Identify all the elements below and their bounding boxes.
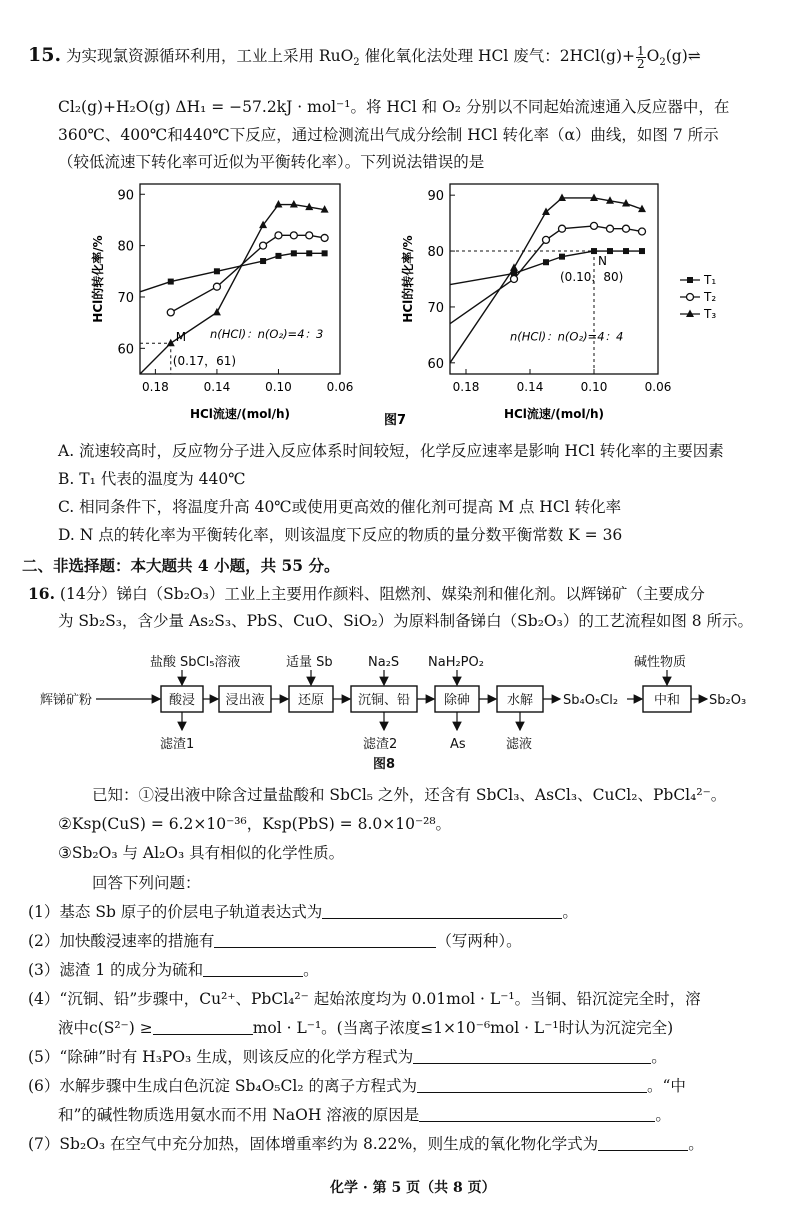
y-tick-label: 80 [427,245,444,261]
box-precipitate-label: 沉铜、铅 [357,693,411,708]
x-tick-label: 0.06 [644,380,672,394]
point-t2 [167,309,174,316]
box-acid-leach-label: 酸浸 [168,693,196,708]
subquestion-7: (7）Sb₂O₃ 在空气中充分加热，固体增重率约为 8.22%，则生成的氧化物化学式为 。 [28,1135,704,1153]
answer-prompt: 回答下列问题： [92,874,201,892]
x-axis-label: HCl流速/(mol/h) [189,407,291,421]
fraction-half: $\frac{1}{2}$ [637,43,645,71]
point-t2 [511,276,518,283]
x-tick-label: 0.18 [142,380,169,394]
y-axis-label: HCl的转化率/% [91,235,105,323]
point-t2 [623,225,630,232]
chart-right [400,184,716,421]
output-filtrate: 滤液 [506,737,533,752]
point-t1 [306,250,312,256]
point-t3 [590,193,598,201]
y-tick-label: 70 [117,290,134,306]
answer-blank-3[interactable] [203,962,303,977]
legend-label: T₂ [704,290,717,304]
reagent-nah2po2: NaH₂PO₂ [428,655,484,670]
output-residue-2: 滤渣2 [363,737,398,752]
question-15-number: 15. [28,44,62,66]
reagent-na2s: Na₂S [368,655,400,670]
point-t2 [607,225,614,232]
box-hydrolysis-label: 水解 [506,693,534,708]
point-t2 [639,228,646,235]
x-tick-label: 0.06 [326,380,354,394]
legend-marker-square [687,277,693,283]
option-c: C. 相同条件下，将温度升高 40℃或使用更高效的催化剂可提高 M 点 HCl 转化率 [58,498,622,516]
output-arsenic: As [450,737,466,752]
point-t3 [542,207,550,215]
x-tick-label: 0.18 [452,380,480,394]
ratio-note: n(HCl)：n(O₂)=4：4 [510,329,624,344]
output-residue-1: 滤渣1 [160,737,195,752]
answer-blank-5[interactable] [413,1049,651,1064]
option-b: B. T₁ 代表的温度为 440℃ [58,470,246,488]
question-15-line-2: Cl₂(g)+H₂O(g) ΔH₁ = −57.2kJ · mol⁻¹。将 HCl 和 O₂ 分别以不同起始流速通入反应器中，在 [58,98,730,116]
answer-blank-6b[interactable] [419,1107,655,1122]
point-t3 [558,193,566,201]
known-2: ②Ksp(CuS) = 6.2×10⁻³⁶，Ksp(PbS) = 8.0×10⁻²⁸。 [58,815,452,833]
point-t1 [291,250,297,256]
figure-7-caption: 图7 [383,413,407,428]
point-t2 [260,242,267,249]
point-t2 [321,234,328,241]
option-d: D. N 点的转化率为平衡转化率，则该温度下反应的物质的量分数平衡常数 K = 36 [58,526,623,544]
figure-7-charts [0,172,800,432]
known-3: ③Sb₂O₃ 与 Al₂O₃ 具有相似的化学性质。 [58,844,345,862]
reagent-base: 碱性物质 [634,655,687,670]
point-t1 [543,259,549,265]
answer-blank-7[interactable] [598,1136,688,1151]
subquestion-2: (2）加快酸浸速率的措施有 （写两种）。 [28,932,522,950]
figure-8-caption: 图8 [372,757,396,772]
x-axis-label: HCl流速/(mol/h) [503,407,605,421]
answer-blank-2[interactable] [214,933,436,948]
point-t2 [306,232,313,239]
point-t3 [510,263,518,271]
question-15-line-3: 360℃、400℃和440℃下反应，通过检测流出气成分绘制 HCl 转化率（α）曲线，如图 7 所示 [58,126,719,144]
x-tick-label: 0.14 [516,380,544,394]
subquestion-4-line-2: 液中c(S²⁻) ≥ mol · L⁻¹。(当离子浓度≤1×10⁻⁶mol · L⁻¹时认为沉淀完全) [58,1019,674,1037]
subquestion-1: (1）基态 Sb 原子的价层电子轨道表达式为 。 [28,903,578,921]
box-reduction-label: 还原 [297,693,325,708]
final-product: Sb₂O₃ [709,693,747,708]
legend-label: T₁ [704,273,717,287]
point-t3 [274,200,282,208]
point-t1 [607,248,613,254]
subquestion-3: (3）滤渣 1 的成分为硫和 。 [28,961,319,979]
subquestion-4-line-1: (4）“沉铜、铅”步骤中，Cu²⁺、PbCl₄²⁻ 起始浓度均为 0.01mol · L⁻¹。当铜、铅沉淀完全时，溶 [28,990,701,1008]
point-n-label: N [598,254,607,269]
legend-marker-triangle [686,310,694,318]
chart-left [90,184,353,421]
point-t2 [275,232,282,239]
y-axis-label: HCl的转化率/% [401,235,415,323]
point-n-coords: (0.10，80) [560,270,624,285]
answer-blank-4[interactable] [153,1020,253,1035]
question-16-number: 16. [28,584,55,603]
series-line-t2 [171,235,325,312]
section-2-heading: 二、非选择题：本大题共 4 小题，共 55 分。 [22,556,340,575]
box-neutralize-label: 中和 [653,693,681,708]
point-t3 [213,308,221,316]
subquestion-6-line-1: (6）水解步骤中生成白色沉淀 Sb₄O₅Cl₂ 的离子方程式为 。“中 [28,1077,686,1095]
flow-start: 辉锑矿粉 [40,693,93,708]
point-t3 [290,200,298,208]
x-tick-label: 0.10 [580,380,608,394]
point-m-coords: (0.17，61) [172,354,237,369]
point-t2 [591,222,598,229]
point-m-label: M [175,330,187,345]
point-t1 [322,250,328,256]
legend-marker-circle [687,294,694,301]
box-leachate-label: 浸出液 [225,693,265,708]
y-tick-label: 70 [427,300,444,316]
ratio-note: n(HCl)：n(O₂)=4：3 [210,327,324,342]
point-t2 [543,236,550,243]
box-remove-arsenic-label: 除砷 [443,693,471,708]
x-tick-label: 0.10 [265,380,292,394]
subquestion-5: (5）“除砷”时有 H₃PO₃ 生成，则该反应的化学方程式为 。 [28,1048,667,1066]
point-t1 [260,258,266,264]
reagent-sb: 适量 Sb [286,655,333,670]
figure-8-flowchart [0,648,800,774]
question-16-line-1: 16. (14分）锑白（Sb₂O₃）工业上主要用作颜料、阻燃剂、媒染剂和催化剂。以辉锑矿（主要成分 [28,584,705,603]
known-1: 已知：①浸出液中除含过量盐酸和 SbCl₅ 之外，还含有 SbCl₃、AsCl₃、CuCl₂、PbCl₄²⁻。 [92,786,727,804]
reagent-sbcl5: SbCl₅溶液 [180,655,241,670]
y-tick-label: 90 [427,189,444,205]
y-tick-label: 80 [117,239,134,255]
subquestion-6-line-2: 和”的碱性物质选用氨水而不用 NaOH 溶液的原因是 。 [58,1106,671,1124]
point-t1 [639,248,645,254]
legend-label: T₃ [704,307,717,321]
reagent-hcl: 盐酸 [150,655,177,670]
question-15-line-1: 15. 为实现氯资源循环利用，工业上采用 RuO$_2$ 催化氧化法处理 HCl 废气：2HCl(g)+ $\frac{1}{2}$ $O_2(g)\rightleftharpoons$ [28,43,701,71]
y-tick-label: 90 [117,188,134,204]
point-t1 [623,248,629,254]
series-line-t3 [140,205,325,374]
point-t1 [214,268,220,274]
question-16-line-2: 为 Sb₂S₃，含少量 As₂S₃、PbS、CuO、SiO₂）为原料制备锑白（Sb₂O₃）的工艺流程如图 8 所示。 [58,612,754,630]
y-tick-label: 60 [427,356,444,372]
x-tick-label: 0.14 [203,380,231,394]
point-t1 [559,254,565,260]
question-15-line-4: （较低流速下转化率可近似为平衡转化率）。下列说法错误的是 [58,153,485,171]
point-t2 [290,232,297,239]
point-t1 [275,253,281,259]
point-t1 [168,279,174,285]
intermediate-product: Sb₄O₅Cl₂ [563,693,619,708]
point-t2 [559,225,566,232]
answer-blank-1[interactable] [322,904,562,919]
y-tick-label: 60 [117,342,134,358]
option-a: A. 流速较高时，反应物分子进入反应体系时间较短，化学反应速率是影响 HCl 转化率的主要因素 [58,442,724,460]
point-t2 [213,283,220,290]
page-footer: 化学 · 第 5 页（共 8 页） [330,1180,496,1196]
answer-blank-6a[interactable] [417,1078,647,1093]
